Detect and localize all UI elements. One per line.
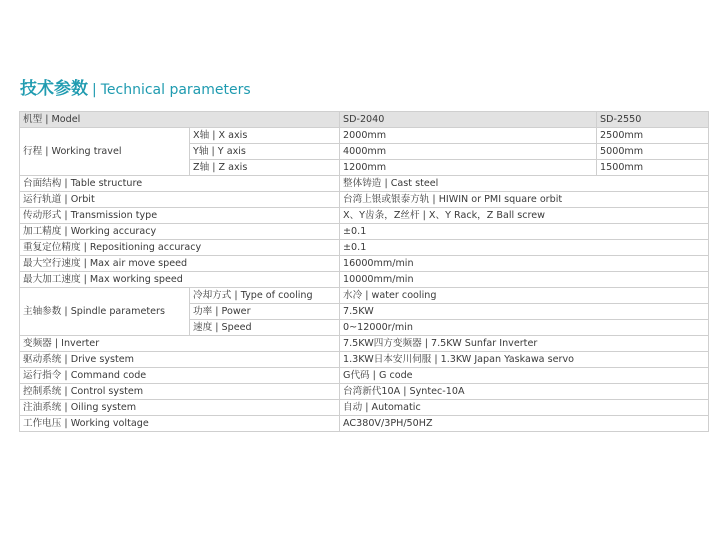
param-label: 控制系统 | Control system <box>20 384 340 400</box>
title-separator: | <box>92 82 97 98</box>
param-label: 台面结构 | Table structure <box>20 176 340 192</box>
table-row <box>20 176 709 192</box>
travel-value-b: 2500mm <box>597 128 709 144</box>
table-row <box>20 400 709 416</box>
page-title <box>20 74 251 99</box>
param-value: 7.5KW四方变频器 | 7.5KW Sunfar Inverter <box>340 336 709 352</box>
table-row <box>20 224 709 240</box>
travel-value-a: 2000mm <box>340 128 597 144</box>
table-row <box>20 384 709 400</box>
spindle-value: 7.5KW <box>340 304 709 320</box>
param-label: 工作电压 | Working voltage <box>20 416 340 432</box>
param-label: 最大加工速度 | Max working speed <box>20 272 340 288</box>
travel-value-b: 5000mm <box>597 144 709 160</box>
param-value: AC380V/3PH/50HZ <box>340 416 709 432</box>
table-header-row <box>20 112 709 128</box>
model-sd2550: SD-2550 <box>597 112 709 128</box>
table-row <box>20 288 709 304</box>
title-chinese: 技术参数 <box>20 79 88 99</box>
table-row <box>20 240 709 256</box>
spindle-value: 0~12000r/min <box>340 320 709 336</box>
table-row <box>20 192 709 208</box>
title-english: Technical parameters <box>100 82 251 98</box>
param-label: 运行指令 | Command code <box>20 368 340 384</box>
param-value: 10000mm/min <box>340 272 709 288</box>
travel-axis: X轴 | X axis <box>190 128 340 144</box>
param-value: ±0.1 <box>340 224 709 240</box>
param-label: 加工精度 | Working accuracy <box>20 224 340 240</box>
table-row <box>20 272 709 288</box>
param-value: 台湾上银或银泰方轨 | HIWIN or PMI square orbit <box>340 192 709 208</box>
travel-axis: Y轴 | Y axis <box>190 144 340 160</box>
spindle-label: 主轴参数 | Spindle parameters <box>20 288 190 336</box>
table-row <box>20 208 709 224</box>
travel-value-a: 1200mm <box>340 160 597 176</box>
param-value: 台湾新代10A | Syntec-10A <box>340 384 709 400</box>
param-label: 重复定位精度 | Repositioning accuracy <box>20 240 340 256</box>
spindle-sub-label: 速度 | Speed <box>190 320 340 336</box>
param-label: 变频器 | Inverter <box>20 336 340 352</box>
param-value: 1.3KW日本安川伺服 | 1.3KW Japan Yaskawa servo <box>340 352 709 368</box>
param-label: 驱动系统 | Drive system <box>20 352 340 368</box>
param-value: 整体铸造 | Cast steel <box>340 176 709 192</box>
param-value: X、Y齿条，Z丝杆 | X、Y Rack，Z Ball screw <box>340 208 709 224</box>
spindle-sub-label: 功率 | Power <box>190 304 340 320</box>
param-label: 注油系统 | Oiling system <box>20 400 340 416</box>
param-value: ±0.1 <box>340 240 709 256</box>
table-row <box>20 352 709 368</box>
param-label: 运行轨道 | Orbit <box>20 192 340 208</box>
model-sd2040: SD-2040 <box>340 112 597 128</box>
travel-value-b: 1500mm <box>597 160 709 176</box>
param-value: 自动 | Automatic <box>340 400 709 416</box>
model-label: 机型 | Model <box>20 112 340 128</box>
spindle-value: 水冷 | water cooling <box>340 288 709 304</box>
spindle-sub-label: 冷却方式 | Type of cooling <box>190 288 340 304</box>
param-value: G代码 | G code <box>340 368 709 384</box>
table-row <box>20 416 709 432</box>
table-row <box>20 368 709 384</box>
table-row <box>20 128 709 144</box>
param-label: 传动形式 | Transmission type <box>20 208 340 224</box>
travel-value-a: 4000mm <box>340 144 597 160</box>
travel-axis: Z轴 | Z axis <box>190 160 340 176</box>
travel-label: 行程 | Working travel <box>20 128 190 176</box>
param-label: 最大空行速度 | Max air move speed <box>20 256 340 272</box>
param-value: 16000mm/min <box>340 256 709 272</box>
spec-table <box>19 111 709 432</box>
table-row <box>20 256 709 272</box>
table-row <box>20 336 709 352</box>
